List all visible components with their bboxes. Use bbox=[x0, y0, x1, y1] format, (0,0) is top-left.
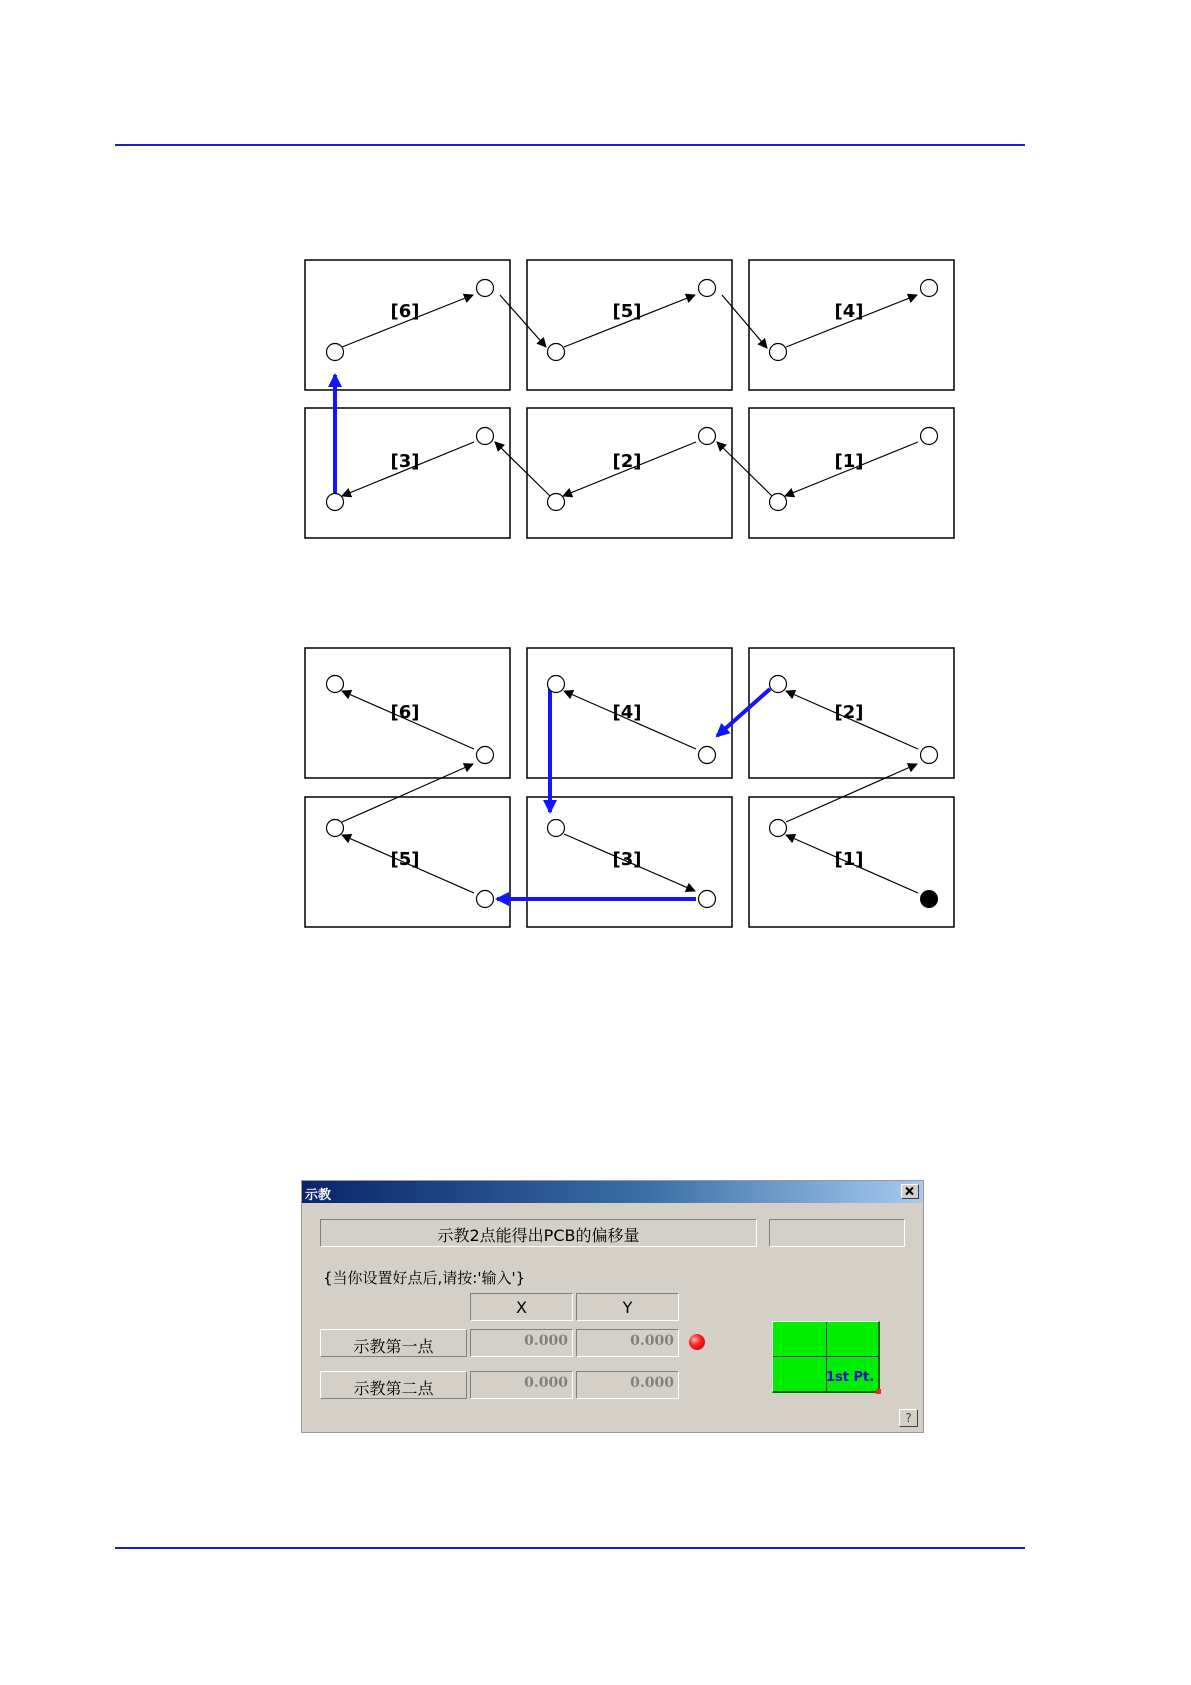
panel-label: [5] bbox=[390, 849, 420, 870]
teach-second-point-button[interactable]: 示教第二点 bbox=[320, 1371, 467, 1399]
status-panel bbox=[769, 1219, 905, 1247]
dialog-titlebar bbox=[302, 1181, 923, 1203]
pcb-point-marker bbox=[876, 1389, 881, 1394]
diagram-top bbox=[300, 250, 960, 550]
panel-4 bbox=[749, 260, 954, 390]
panel-label: [1] bbox=[834, 451, 864, 472]
panel-label: [2] bbox=[612, 451, 642, 472]
pcb-point-label: 1st Pt. bbox=[826, 1370, 875, 1385]
column-header-x: X bbox=[470, 1293, 573, 1321]
pcb-preview bbox=[772, 1321, 880, 1393]
header-text: 示教2点能得出PCB的偏移量 bbox=[437, 1226, 640, 1245]
second-point-y-field[interactable]: 0.000 bbox=[576, 1371, 679, 1399]
teach-first-point-button[interactable]: 示教第一点 bbox=[320, 1329, 467, 1357]
panel-label: [6] bbox=[390, 702, 420, 723]
diagram-bottom bbox=[300, 640, 960, 940]
header-rule bbox=[115, 144, 1025, 146]
hint-text: {当你设置好点后,请按:'输入'} bbox=[323, 1269, 526, 1287]
start-point-marker bbox=[920, 890, 938, 908]
teach-dialog bbox=[301, 1180, 924, 1433]
panel-1 bbox=[749, 408, 954, 538]
help-button[interactable]: ? bbox=[899, 1409, 918, 1427]
column-header-y: Y bbox=[576, 1293, 679, 1321]
panel-label: [1] bbox=[834, 849, 864, 870]
panel-label: [2] bbox=[834, 702, 864, 723]
footer-rule bbox=[115, 1547, 1025, 1549]
second-point-x-field[interactable]: 0.000 bbox=[470, 1371, 573, 1399]
panel-label: [4] bbox=[834, 301, 864, 322]
close-button[interactable] bbox=[901, 1184, 919, 1199]
panel-2 bbox=[527, 408, 732, 538]
panel-5 bbox=[527, 260, 732, 390]
panel-label: [3] bbox=[612, 849, 642, 870]
close-icon bbox=[902, 1185, 918, 1198]
first-point-x-field[interactable]: 0.000 bbox=[470, 1329, 573, 1357]
dialog-title: 示教 bbox=[305, 1188, 332, 1203]
status-indicator-led bbox=[689, 1334, 705, 1350]
panel-label: [3] bbox=[390, 451, 420, 472]
panel-6 bbox=[305, 260, 510, 390]
panel-label: [5] bbox=[612, 301, 642, 322]
panel-label: [4] bbox=[612, 702, 642, 723]
first-point-y-field[interactable]: 0.000 bbox=[576, 1329, 679, 1357]
header-panel bbox=[320, 1219, 757, 1247]
panel-label: [6] bbox=[390, 301, 420, 322]
